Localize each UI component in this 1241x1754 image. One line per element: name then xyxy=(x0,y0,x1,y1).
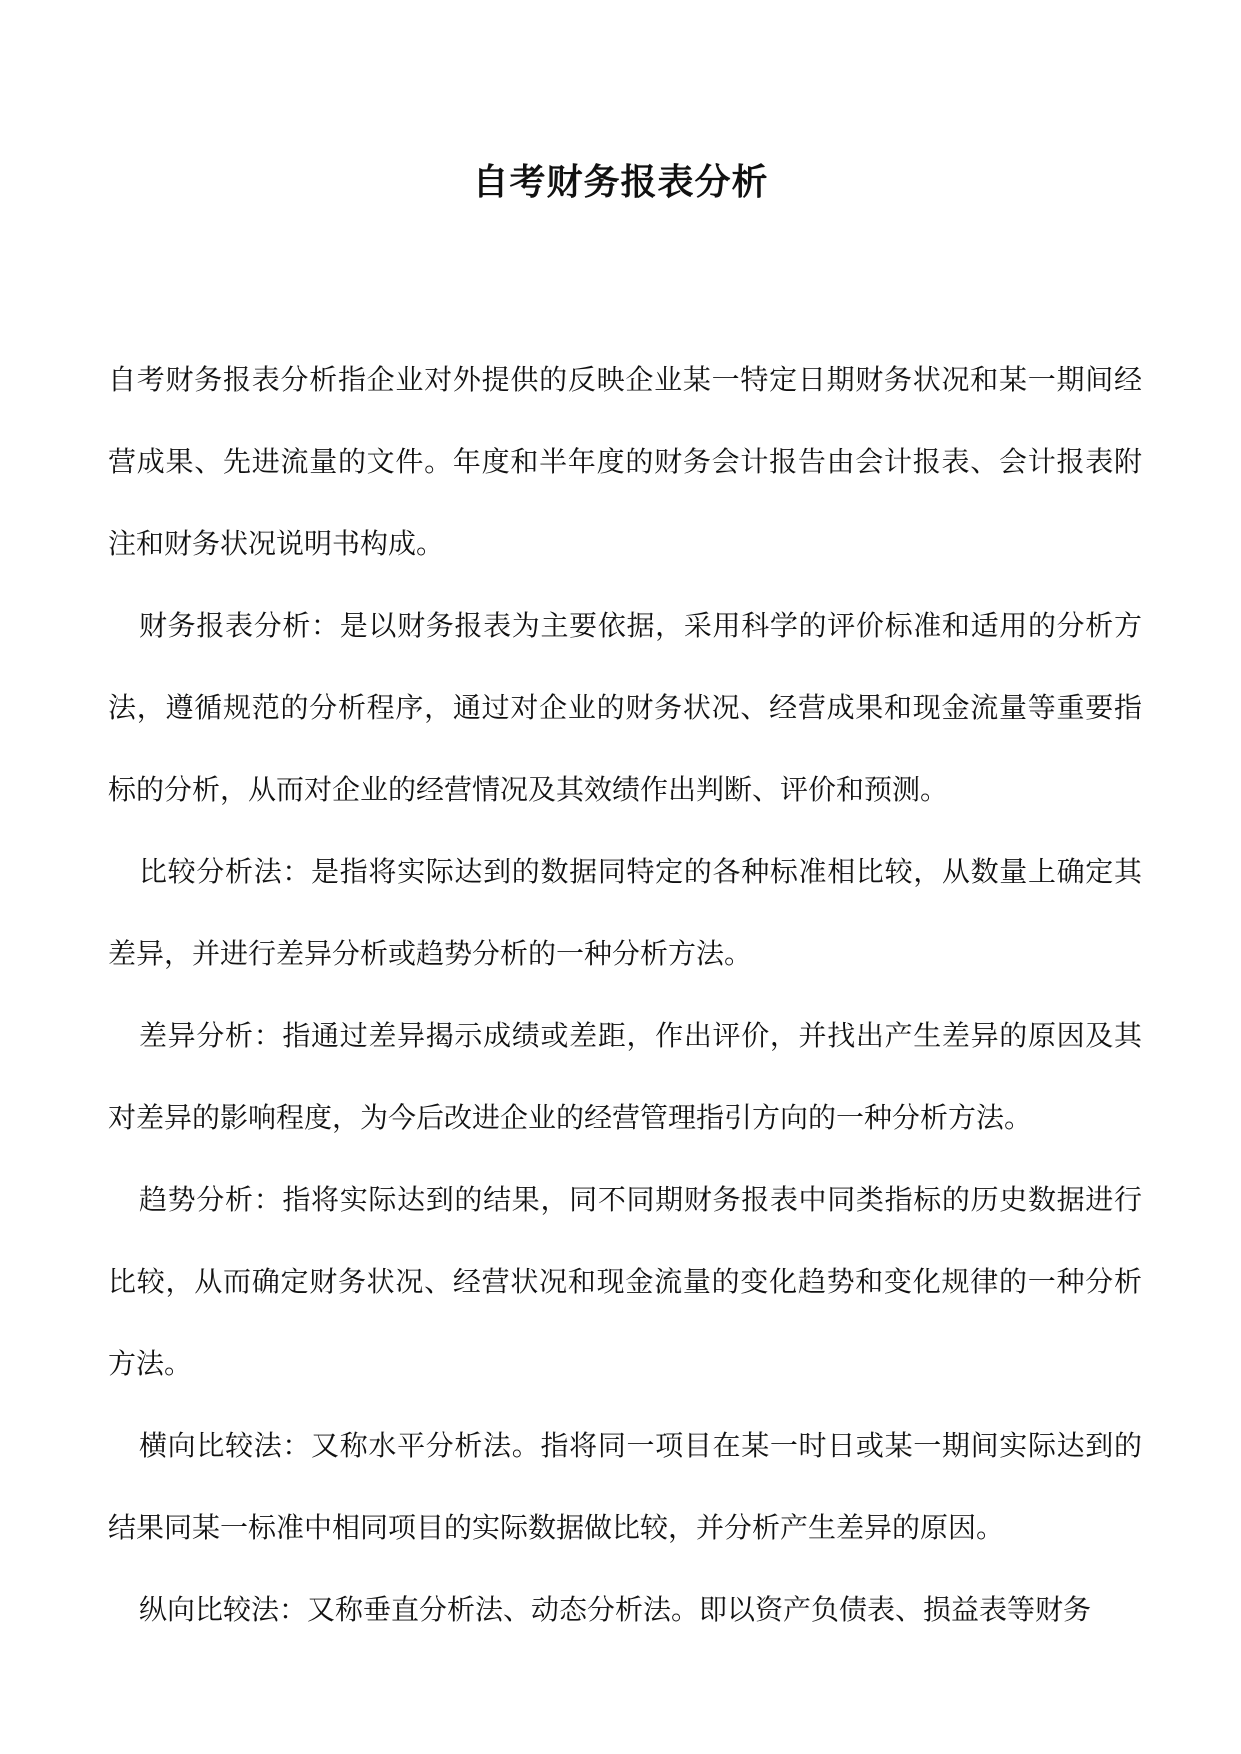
document-body xyxy=(108,339,1142,1651)
paragraph-variance-analysis: 差异分析：指通过差异揭示成绩或差距，作出评价，并找出产生差异的原因及其对差异的影响程度，为今后改进企业的经营管理指引方向的一种分析方法。 xyxy=(108,1019,1142,1134)
paragraph-intro: 自考财务报表分析指企业对外提供的反映企业某一特定日期财务状况和某一期间经营成果、先进流量的文件。年度和半年度的财务会计报告由会计报表、会计报表附注和财务状况说明书构成。 xyxy=(108,363,1142,560)
paragraph-financial-statement-analysis: 财务报表分析：是以财务报表为主要依据，采用科学的评价标准和适用的分析方法，遵循规范的分析程序，通过对企业的财务状况、经营成果和现金流量等重要指标的分析，从而对企业的经营情况及其效绩作出判断、评价和预测。 xyxy=(108,609,1142,806)
paragraph-comparative-analysis: 比较分析法：是指将实际达到的数据同特定的各种标准相比较，从数量上确定其差异，并进行差异分析或趋势分析的一种分析方法。 xyxy=(108,855,1142,970)
paragraph-vertical-comparison: 纵向比较法：又称垂直分析法、动态分析法。即以资产负债表、损益表等财务 xyxy=(139,1593,1092,1626)
document-title: 自考财务报表分析 xyxy=(472,162,769,203)
paragraph-trend-analysis: 趋势分析：指将实际达到的结果，同不同期财务报表中同类指标的历史数据进行比较，从而确定财务状况、经营状况和现金流量的变化趋势和变化规律的一种分析方法。 xyxy=(108,1183,1142,1380)
paragraph-horizontal-comparison: 横向比较法：又称水平分析法。指将同一项目在某一时日或某一期间实际达到的结果同某一标准中相同项目的实际数据做比较，并分析产生差异的原因。 xyxy=(108,1429,1142,1544)
